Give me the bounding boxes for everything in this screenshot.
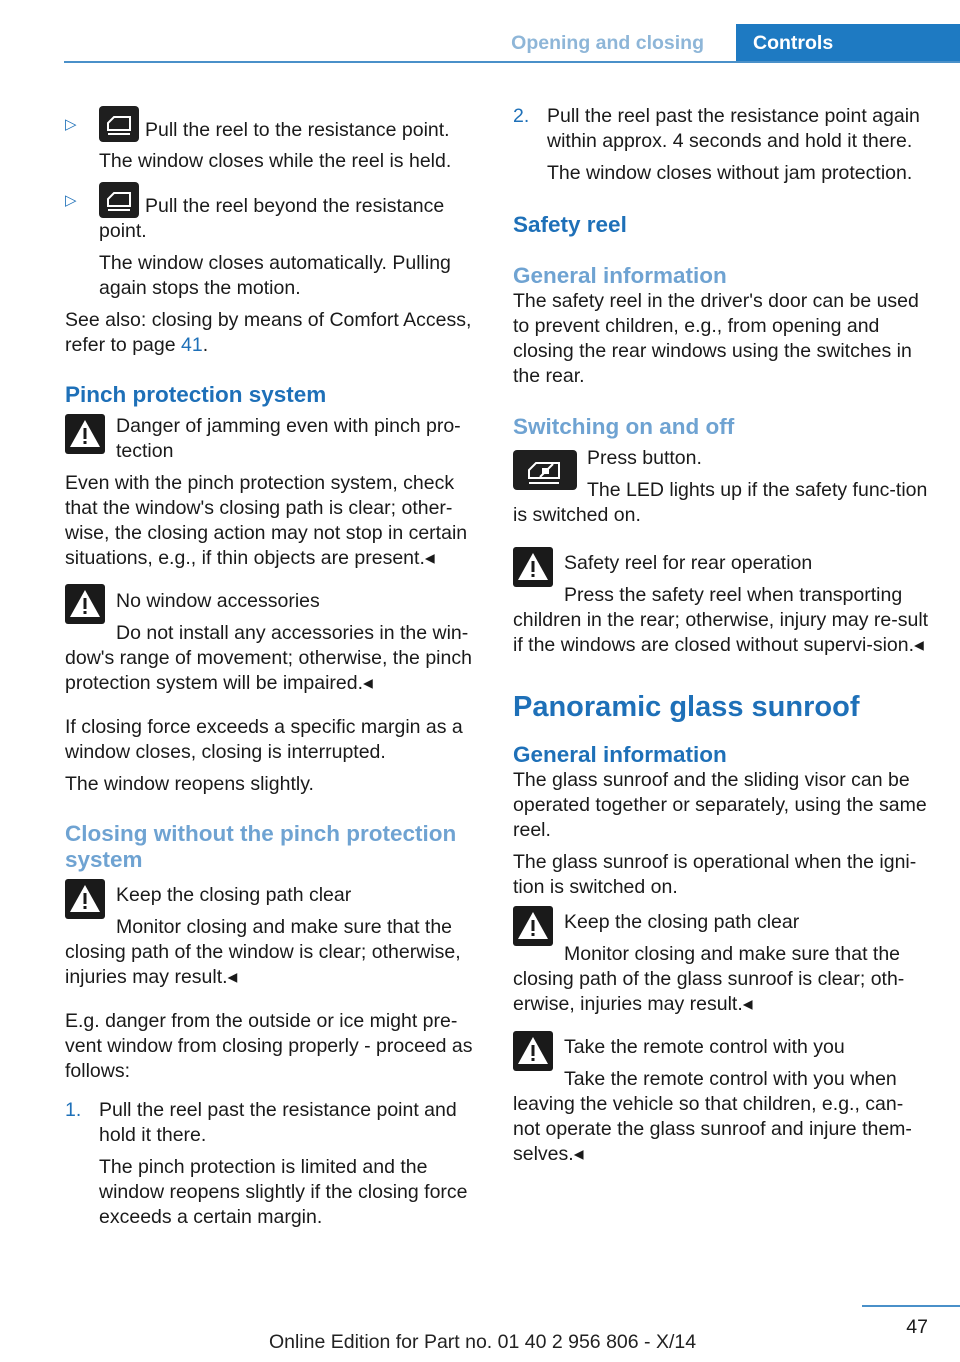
list-item	[65, 106, 483, 174]
right-column	[513, 104, 929, 1167]
warning-title: Safety reel for rear operation	[564, 552, 813, 574]
warning-body: Press the safety reel when transporting children in the rear; otherwise, injury may re-sult if the windows are closed without supervi-sion.◂	[513, 584, 929, 656]
triangle-bullet-icon: ▷	[65, 192, 77, 209]
warning-body: Monitor closing and make sure that the closing path of the glass sunroof is clear; oth-erwise, injuries may result.◂	[513, 943, 905, 1015]
bullet-detail: The window closes automatically. Pulling again stops the motion.	[99, 252, 451, 299]
bullet-text: Pull the reel to the resistance point.	[145, 119, 450, 141]
header-rule	[64, 61, 960, 63]
led-text: The LED lights up if the safety func-tion is switched on.	[513, 479, 928, 526]
warning-triangle-icon	[513, 547, 553, 587]
warning-title: Keep the closing path clear	[564, 911, 800, 933]
panoramic-sunroof-heading: Panoramic glass sunroof	[513, 691, 860, 723]
warning-block	[513, 551, 929, 658]
warning-body-first: Do not install any accessories in the win-dow's range of movement; otherwise, the pinch protection system will be impaired.◂	[65, 622, 472, 694]
paragraph: The glass sunroof and the sliding visor can be operated together or separately, using the same reel.	[513, 769, 927, 841]
safety-button-block	[513, 446, 929, 528]
press-button-text: Press button.	[587, 447, 702, 469]
warning-body: Even with the pinch protection system, check that the window's closing path is clear; other-wise, the closing action may not stop in certain situations, e.g., if thin objects are present.◂	[65, 472, 468, 569]
paragraph: The window reopens slightly.	[65, 773, 314, 795]
sunroof-general-heading: General information	[513, 742, 727, 767]
safety-reel-heading: Safety reel	[513, 212, 627, 237]
warning-title: Danger of jamming even with pinch pro-tection	[116, 415, 461, 462]
see-also-text: See also: closing by means of Comfort Access, refer to page 41.	[65, 309, 472, 356]
list-item	[65, 182, 483, 301]
warning-title: Keep the closing path clear	[116, 884, 352, 906]
warning-block	[513, 1035, 929, 1167]
switching-heading: Switching on and off	[513, 414, 735, 439]
warning-triangle-icon	[513, 906, 553, 946]
warning-body: Monitor closing and make sure that the closing path of the window is clear; otherwise, injuries may result.◂	[65, 916, 461, 988]
warning-triangle-icon	[513, 1031, 553, 1071]
warning-block	[65, 883, 483, 990]
window-switch-icon	[99, 106, 139, 142]
pinch-protection-heading: Pinch protection system	[65, 382, 327, 407]
header-chapter-tab: Controls	[736, 24, 960, 62]
window-switch-icon	[99, 182, 139, 218]
numbered-step	[513, 104, 929, 186]
warning-block	[65, 414, 483, 571]
paragraph: If closing force exceeds a specific margin as a window closes, closing is interrupted.	[65, 716, 463, 763]
bullet-detail: The window closes while the reel is held.	[99, 150, 452, 172]
warning-triangle-icon	[65, 879, 105, 919]
warning-title: Take the remote control with you	[564, 1036, 845, 1058]
bullet-text: Pull the reel beyond the resistance point.	[99, 195, 445, 242]
page-reference-link[interactable]: 41	[181, 334, 203, 356]
triangle-bullet-icon: ▷	[65, 116, 77, 133]
warning-triangle-icon	[65, 414, 105, 454]
header-section-title: Opening and closing	[511, 32, 704, 54]
closing-without-pinch-heading: Closing without the pinch protection system	[65, 821, 457, 872]
step-number: 1.	[65, 1099, 82, 1121]
warning-title: No window accessories	[116, 590, 320, 612]
step-detail: The window closes without jam protection.	[547, 162, 913, 184]
paragraph: The safety reel in the driver's door can be used to prevent children, e.g., from opening and closing the rear windows using the switches in the rear.	[513, 290, 919, 387]
edition-footer: Online Edition for Part no. 01 40 2 956 806 - X/14	[268, 1331, 697, 1353]
warning-body: Take the remote control with you when leaving the vehicle so that children, e.g., can-not operate the glass sunroof and injure them-selves.◂	[513, 1068, 912, 1165]
paragraph: E.g. danger from the outside or ice might pre-vent window from closing properly - proceed as follows:	[65, 1010, 473, 1082]
step-text: Pull the reel past the resistance point and hold it there.	[99, 1099, 457, 1146]
footer-rule	[862, 1305, 960, 1307]
warning-triangle-icon	[65, 584, 105, 624]
warning-block	[65, 589, 483, 696]
step-detail: The pinch protection is limited and the window reopens slightly if the closing force exceeds a certain margin.	[99, 1156, 468, 1228]
warning-block	[513, 910, 929, 1017]
step-text: Pull the reel past the resistance point again within approx. 4 seconds and hold it there.	[547, 105, 920, 152]
general-info-heading: General information	[513, 263, 727, 288]
numbered-step	[65, 1098, 483, 1230]
left-column	[65, 100, 483, 1230]
page-number: 47	[906, 1316, 928, 1338]
step-number: 2.	[513, 105, 530, 127]
paragraph: The glass sunroof is operational when the igni-tion is switched on.	[513, 851, 917, 898]
safety-lock-button-icon	[513, 450, 577, 490]
page-header	[0, 24, 960, 62]
